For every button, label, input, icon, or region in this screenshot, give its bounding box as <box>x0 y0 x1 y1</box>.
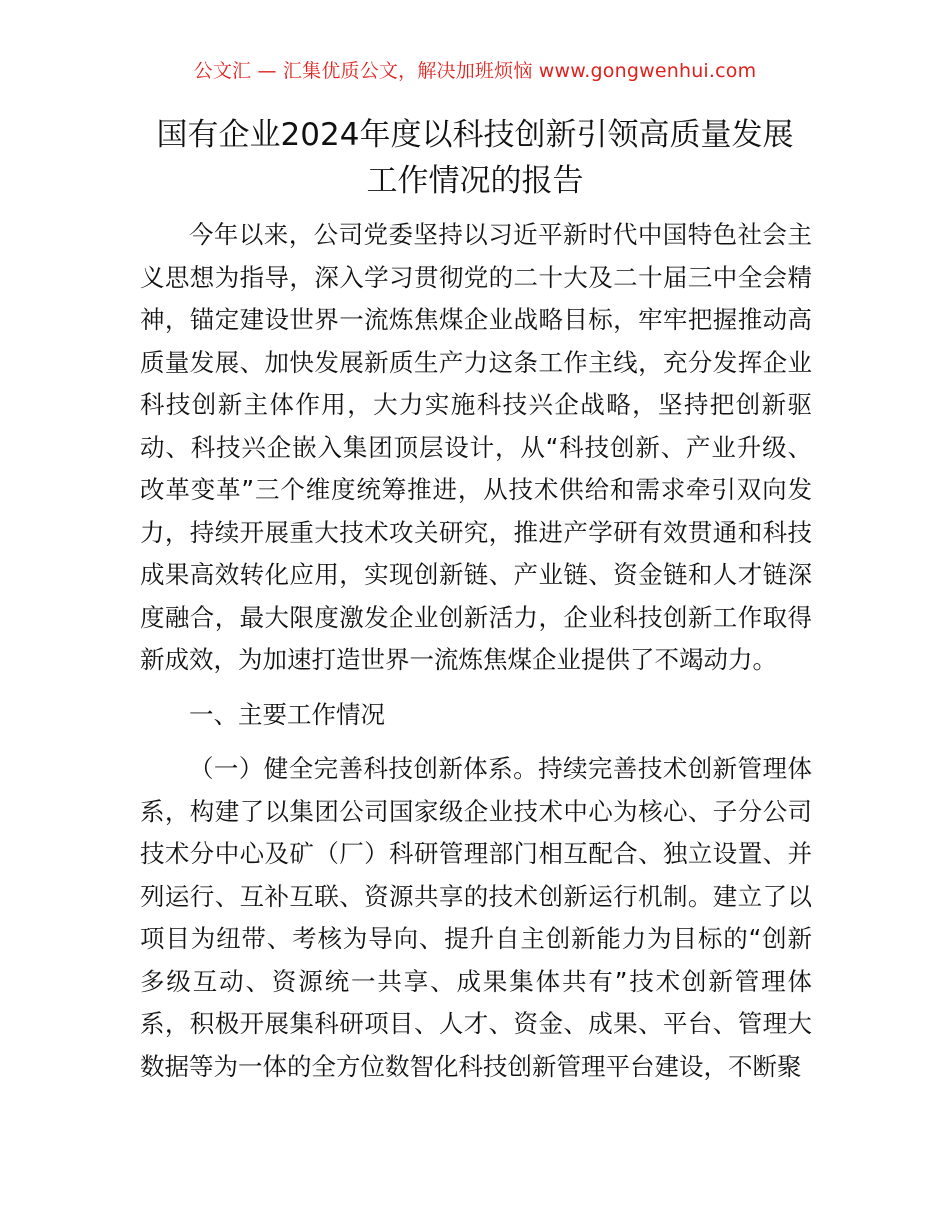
intro-paragraph: 今年以来，公司党委坚持以习近平新时代中国特色社会主义思想为指导，深入学习贯彻党的二十大及二十届三中全会精神，锚定建设世界一流炼焦煤企业战略目标，牢牢把握推动高质量发展、加快发展新质生产力这条工作主线，充分发挥企业科技创新主体作用，大力实施科技兴企战略，坚持把创新驱动、科技兴企嵌入集团顶层设计，从“科技创新、产业升级、改革变革”三个维度统筹推进，从技术供给和需求牵引双向发力，持续开展重大技术攻关研究，推进产学研有效贯通和科技成果高效转化应用，实现创新链、产业链、资金链和人才链深度融合，最大限度激发企业创新活力，企业科技创新工作取得新成效，为加速打造世界一流炼焦煤企业提供了不竭动力。 <box>140 220 812 674</box>
title-line-1: 国有企业2024年度以科技创新引领高质量发展 <box>156 117 794 153</box>
document-body <box>140 214 812 1088</box>
watermark-header: 公文汇 — 汇集优质公文，解决加班烦恼 www.gongwenhui.com <box>193 60 757 82</box>
section-heading: 一、主要工作情况 <box>189 699 385 729</box>
title-line-2: 工作情况的报告 <box>366 163 584 199</box>
section-paragraph: （一）健全完善科技创新体系。持续完善技术创新管理体系，构建了以集团公司国家级企业技术中心为核心、子分公司技术分中心及矿（厂）科研管理部门相互配合、独立设置、并列运行、互补互联、资源共享的技术创新运行机制。建立了以项目为纽带、考核为导向、提升自主创新能力为目标的“创新多级互动、资源统一共享、成果集体共有”技术创新管理体系，积极开展集科研项目、人才、资金、成果、平台、管理大数据等为一体的全方位数智化科技创新管理平台建设，不断聚 <box>140 754 812 1081</box>
document-title <box>0 112 950 204</box>
